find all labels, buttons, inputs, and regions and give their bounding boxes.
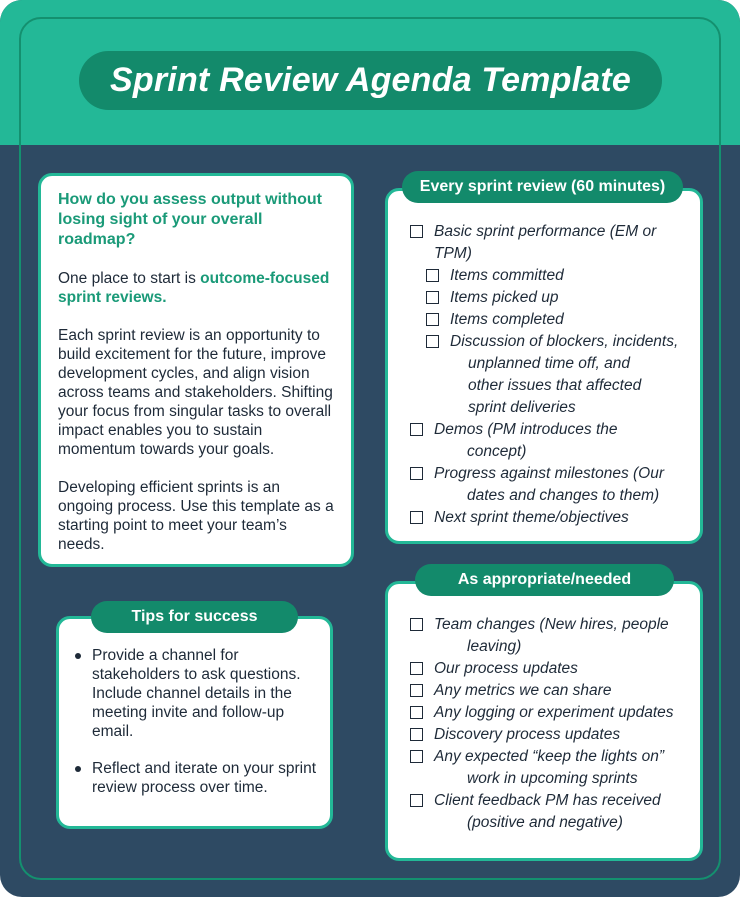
checklist-item-text: Discovery process updates: [434, 726, 621, 743]
tip-text: Provide a channel for stakeholders to ask questions. Include channel details in the meeting invite and follow-up email.: [92, 647, 301, 740]
checklist-item-text: Any logging or experiment updates: [434, 704, 674, 721]
checklist-subitem[interactable]: [424, 309, 690, 331]
checklist-item[interactable]: [408, 614, 690, 658]
checklist-subitem[interactable]: [424, 265, 690, 287]
checklist-item-continuation: work in upcoming sprints: [467, 770, 638, 787]
checkbox-icon[interactable]: [410, 794, 423, 807]
tips-heading-pill: Tips for success: [91, 601, 298, 633]
intro-start-text: One place to start is: [58, 270, 201, 287]
checklist-item[interactable]: [408, 790, 690, 834]
as-needed-heading-pill: As appropriate/needed: [415, 564, 674, 596]
checklist-item[interactable]: [408, 221, 690, 265]
checklist-item-continuation: unplanned time off, and other issues that affected sprint deliveries: [468, 355, 642, 416]
checklist-item[interactable]: [408, 746, 690, 790]
every-sprint-card: [385, 188, 703, 544]
checklist-item[interactable]: [408, 419, 690, 463]
tip-text: Reflect and iterate on your sprint review process over time.: [92, 760, 317, 796]
checkbox-icon[interactable]: [410, 706, 423, 719]
checklist-item-continuation: (positive and negative): [467, 814, 623, 831]
checklist-item[interactable]: [408, 702, 690, 724]
checklist-item-text: Next sprint theme/objectives: [434, 509, 629, 526]
intro-start-paragraph: [58, 269, 335, 307]
checkbox-icon[interactable]: [410, 750, 423, 763]
checklist-item-text: Items completed: [450, 311, 564, 328]
checkbox-icon[interactable]: [426, 269, 439, 282]
checklist-subitem[interactable]: [424, 331, 690, 419]
checklist-subitem[interactable]: [424, 287, 690, 309]
checkbox-icon[interactable]: [410, 618, 423, 631]
checkbox-icon[interactable]: [410, 423, 423, 436]
intro-card: [38, 173, 354, 567]
tips-list-item: [73, 759, 320, 797]
checklist-item-continuation: dates and changes to them): [467, 487, 660, 504]
intro-start-accent: outcome-focused sprint reviews.: [58, 270, 330, 306]
bullet-icon: [75, 653, 81, 659]
bullet-icon: [75, 766, 81, 772]
checklist-item-text: Team changes (New hires, people: [434, 616, 669, 633]
intro-paragraph-3: Developing efficient sprints is an ongoing process. Use this template as a starting point to meet your team’s needs.: [58, 479, 334, 553]
checklist-item-text: Items committed: [450, 267, 564, 284]
checklist-item-text: Any expected “keep the lights on”: [434, 748, 665, 765]
page-title: Sprint Review Agenda Template: [110, 61, 631, 99]
checkbox-icon[interactable]: [410, 684, 423, 697]
checklist-item-continuation: concept): [467, 443, 527, 460]
checkbox-icon[interactable]: [410, 728, 423, 741]
checkbox-icon[interactable]: [410, 467, 423, 480]
checklist-item-text: Discussion of blockers, incidents,: [450, 333, 679, 350]
checkbox-icon[interactable]: [410, 511, 423, 524]
every-sprint-heading-pill: Every sprint review (60 minutes): [402, 171, 683, 203]
intro-question: How do you assess output without losing sight of your overall roadmap?: [58, 191, 322, 248]
checklist-item-text: Client feedback PM has received: [434, 792, 661, 809]
checklist-item-text: Demos (PM introduces the: [434, 421, 618, 438]
checklist-item[interactable]: [408, 680, 690, 702]
checklist-item-text: Basic sprint performance (EM or TPM): [434, 223, 657, 262]
tips-list: [73, 646, 320, 797]
checklist-item[interactable]: [408, 507, 690, 529]
checklist-item-text: Any metrics we can share: [434, 682, 612, 699]
checklist-item-continuation: leaving): [467, 638, 522, 655]
intro-paragraph-2: Each sprint review is an opportunity to build excitement for the future, improve development cycles, and align vision across teams and stakeholders. Shifting your focus from singular tasks to overall impact enables you to sustain momentum towards your goals.: [58, 327, 333, 458]
as-needed-card: [385, 581, 703, 861]
checklist-item[interactable]: [408, 658, 690, 680]
checkbox-icon[interactable]: [410, 225, 423, 238]
checklist-item[interactable]: [408, 463, 690, 507]
tips-card: [56, 616, 333, 829]
tips-list-item: [73, 646, 320, 741]
checklist-item[interactable]: [408, 724, 690, 746]
checkbox-icon[interactable]: [426, 313, 439, 326]
checklist-item-text: Our process updates: [434, 660, 578, 677]
checkbox-icon[interactable]: [426, 291, 439, 304]
checkbox-icon[interactable]: [410, 662, 423, 675]
checklist-item-text: Items picked up: [450, 289, 559, 306]
checkbox-icon[interactable]: [426, 335, 439, 348]
checklist-item-text: Progress against milestones (Our: [434, 465, 665, 482]
title-banner: [79, 51, 662, 110]
